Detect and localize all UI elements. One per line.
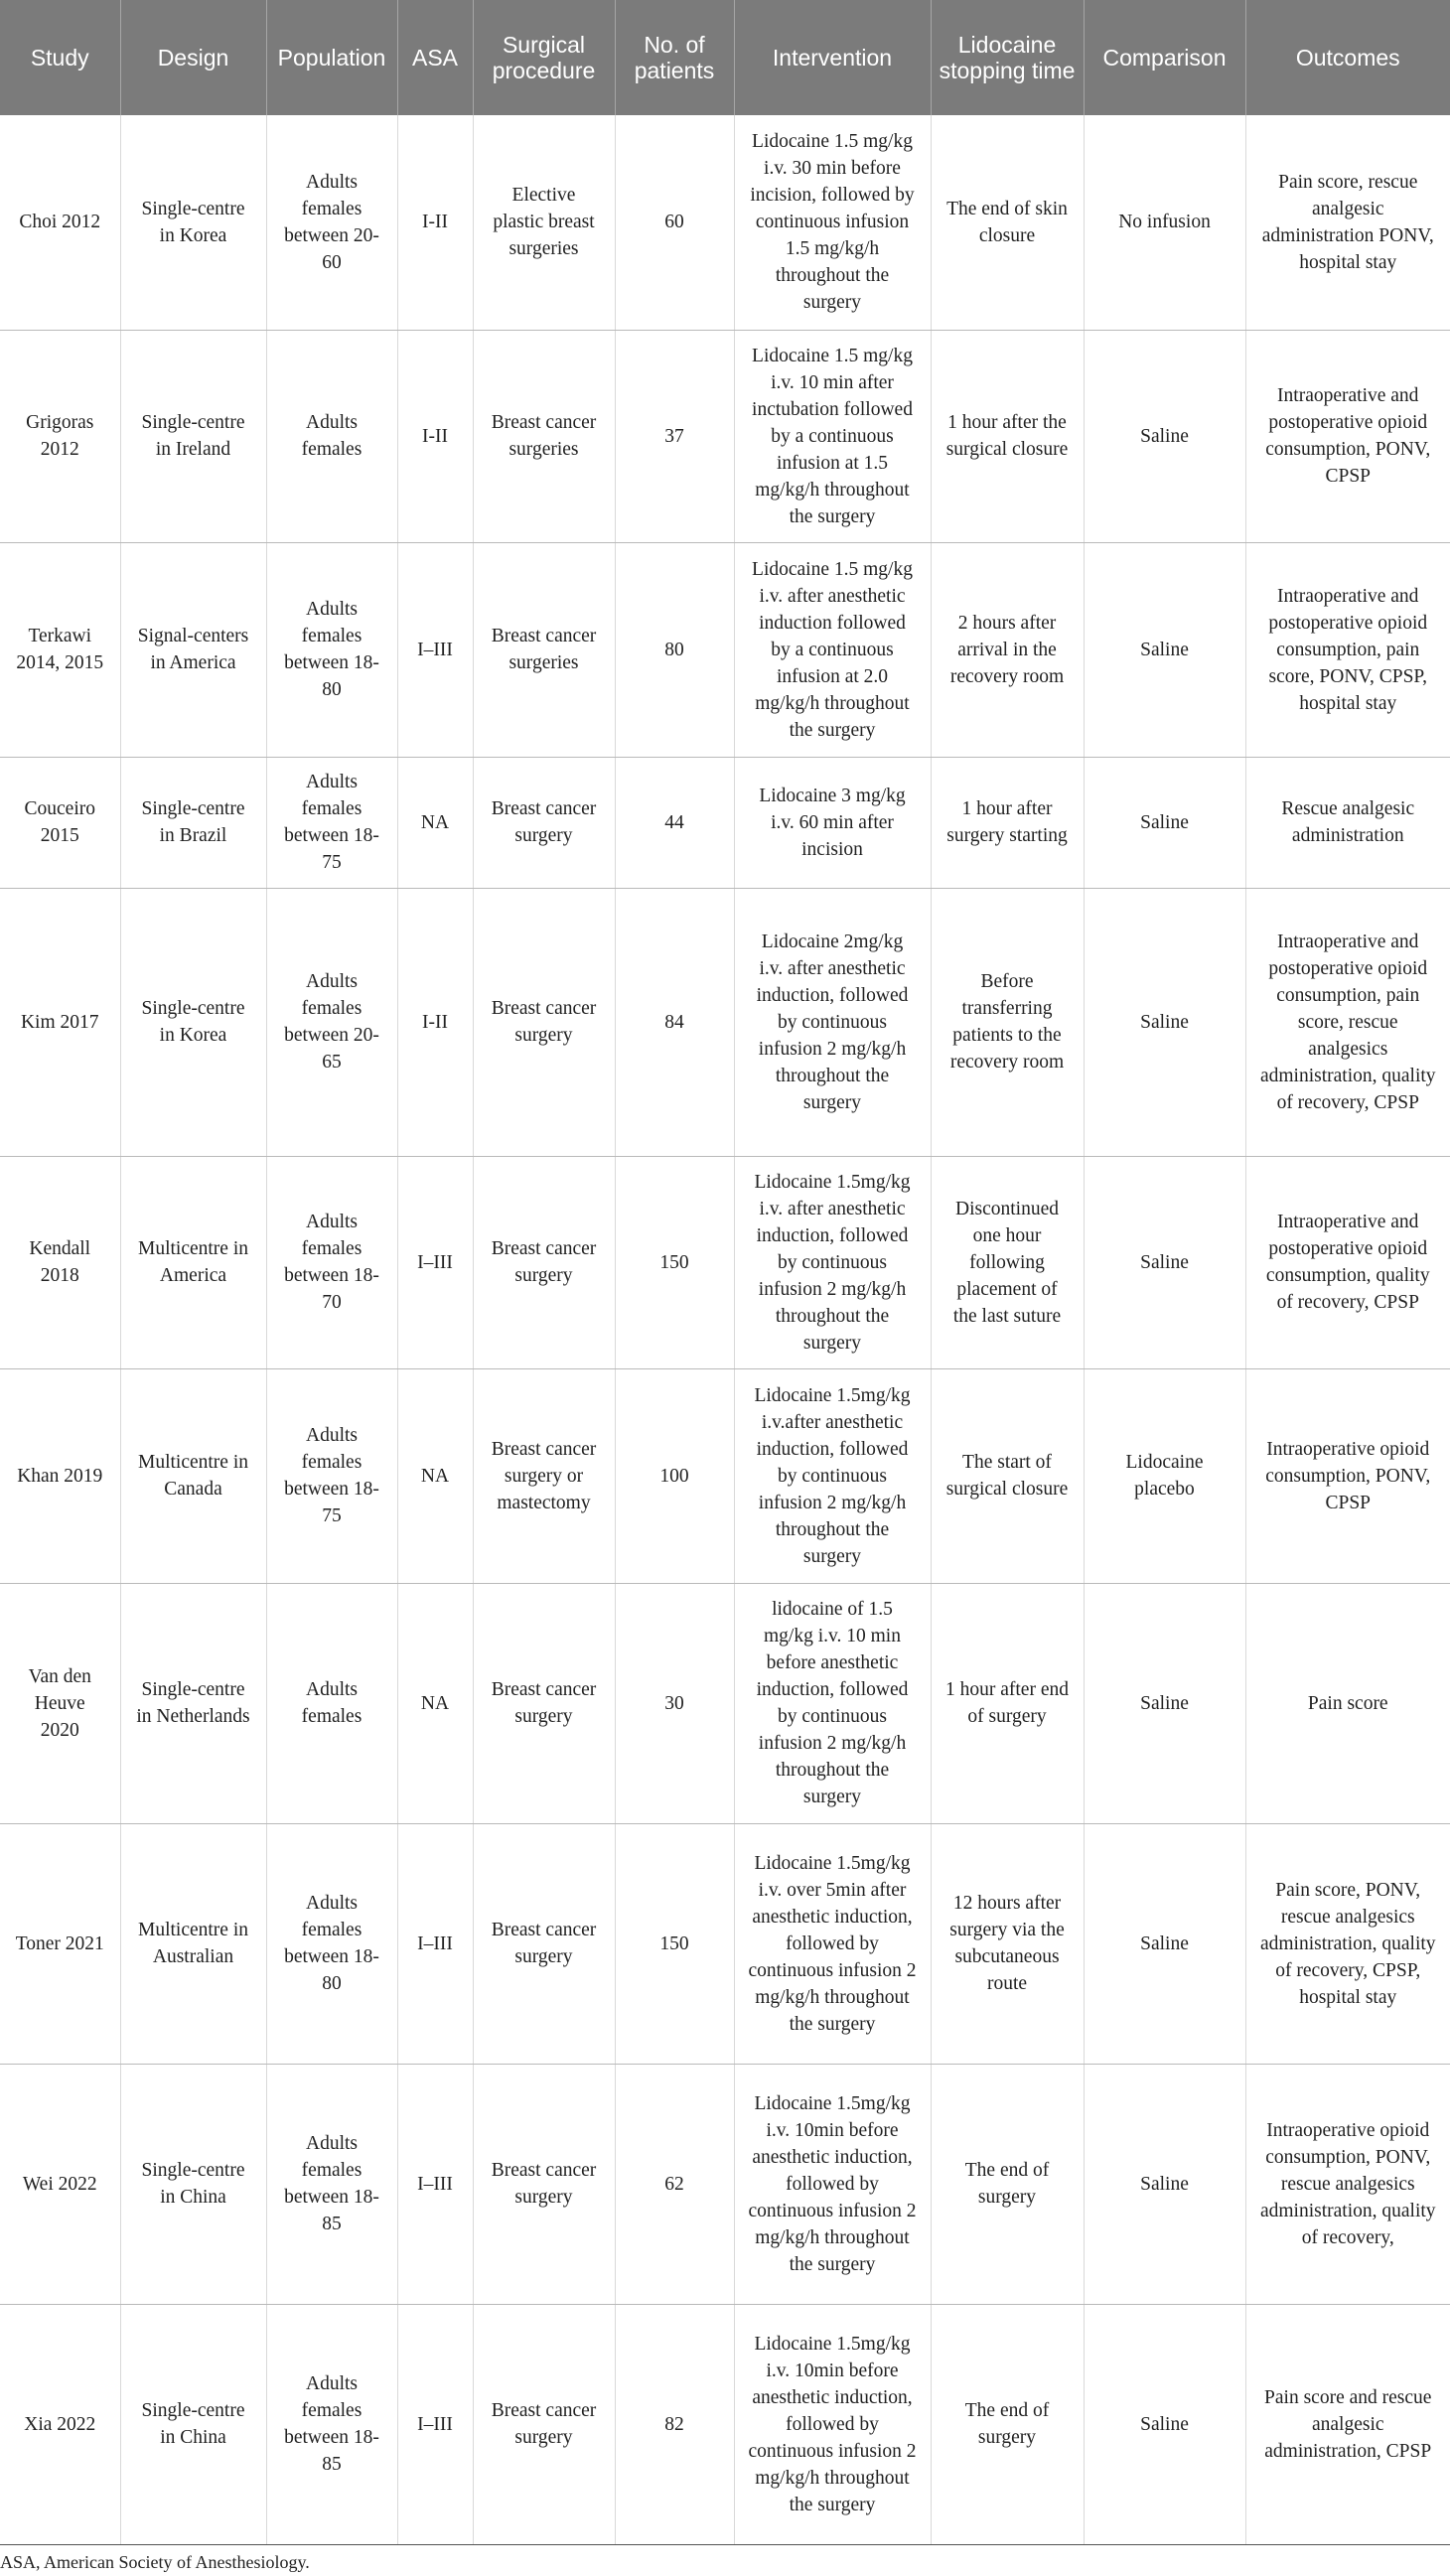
header-comparison: Comparison <box>1084 0 1245 115</box>
cell-outcomes: Intraoperative and postoperative opioid consumption, pain score, rescue analgesics administration, quality of recovery, CPSP <box>1245 888 1450 1156</box>
table-row <box>0 1583 1450 1823</box>
table-row <box>0 1823 1450 2064</box>
cell-patients: 62 <box>615 2064 734 2304</box>
cell-intervention: Lidocaine 1.5 mg/kg i.v. 30 min before incision, followed by continuous infusion 1.5 mg/kg/h throughout the surgery <box>734 115 931 330</box>
header-surgical-procedure: Surgical procedure <box>473 0 615 115</box>
cell-comparison: Saline <box>1084 1583 1245 1823</box>
cell-asa: I–III <box>397 1156 473 1368</box>
cell-patients: 150 <box>615 1823 734 2064</box>
table-footnote: ASA, American Society of Anesthesiology. <box>0 2552 310 2572</box>
cell-procedure: Breast cancer surgery or mastectomy <box>473 1368 615 1583</box>
cell-patients: 80 <box>615 542 734 757</box>
cell-outcomes: Intraoperative opioid consumption, PONV, rescue analgesics administration, quality of recovery, <box>1245 2064 1450 2304</box>
cell-outcomes: Rescue analgesic administration <box>1245 757 1450 888</box>
cell-intervention: Lidocaine 1.5 mg/kg i.v. after anesthetic induction followed by a continuous infusion at 2.0 mg/kg/h throughout the surgery <box>734 542 931 757</box>
header-outcomes: Outcomes <box>1245 0 1450 115</box>
cell-comparison: Saline <box>1084 888 1245 1156</box>
header-intervention: Intervention <box>734 0 931 115</box>
cell-outcomes: Pain score <box>1245 1583 1450 1823</box>
cell-population: Adults females between 18-80 <box>266 1823 397 2064</box>
cell-asa: I–III <box>397 2064 473 2304</box>
cell-design: Single-centre in Brazil <box>120 757 266 888</box>
cell-study: Couceiro 2015 <box>0 757 120 888</box>
cell-design: Single-centre in China <box>120 2304 266 2544</box>
cell-stopping-time: Discontinued one hour following placement of the last suture <box>931 1156 1084 1368</box>
cell-patients: 44 <box>615 757 734 888</box>
header-row <box>0 0 1450 115</box>
cell-population: Adults females <box>266 330 397 542</box>
header-design: Design <box>120 0 266 115</box>
cell-stopping-time: The end of surgery <box>931 2304 1084 2544</box>
cell-design: Signal-centers in America <box>120 542 266 757</box>
cell-comparison: Saline <box>1084 757 1245 888</box>
cell-procedure: Breast cancer surgery <box>473 2304 615 2544</box>
table-row <box>0 542 1450 757</box>
table-row <box>0 888 1450 1156</box>
cell-comparison: Saline <box>1084 542 1245 757</box>
header-no-of-patients: No. of patients <box>615 0 734 115</box>
cell-study: Kendall 2018 <box>0 1156 120 1368</box>
cell-asa: I–III <box>397 542 473 757</box>
header-asa: ASA <box>397 0 473 115</box>
table-row <box>0 1368 1450 1583</box>
cell-procedure: Elective plastic breast surgeries <box>473 115 615 330</box>
cell-stopping-time: 1 hour after end of surgery <box>931 1583 1084 1823</box>
cell-design: Multicentre in Canada <box>120 1368 266 1583</box>
header-study: Study <box>0 0 120 115</box>
cell-outcomes: Intraoperative and postoperative opioid consumption, quality of recovery, CPSP <box>1245 1156 1450 1368</box>
cell-asa: I-II <box>397 115 473 330</box>
cell-procedure: Breast cancer surgery <box>473 1156 615 1368</box>
cell-intervention: Lidocaine 1.5mg/kg i.v. 10min before anesthetic induction, followed by continuous infusion 2 mg/kg/h throughout the surgery <box>734 2064 931 2304</box>
cell-study: Wei 2022 <box>0 2064 120 2304</box>
cell-comparison: Lidocaine placebo <box>1084 1368 1245 1583</box>
cell-population: Adults females <box>266 1583 397 1823</box>
cell-patients: 84 <box>615 888 734 1156</box>
cell-procedure: Breast cancer surgery <box>473 1823 615 2064</box>
cell-outcomes: Intraoperative and postoperative opioid consumption, pain score, PONV, CPSP, hospital stay <box>1245 542 1450 757</box>
cell-comparison: Saline <box>1084 2304 1245 2544</box>
cell-patients: 100 <box>615 1368 734 1583</box>
cell-outcomes: Pain score, PONV, rescue analgesics administration, quality of recovery, CPSP, hospital stay <box>1245 1823 1450 2064</box>
cell-population: Adults females between 18-70 <box>266 1156 397 1368</box>
cell-design: Single-centre in Korea <box>120 115 266 330</box>
cell-outcomes: Intraoperative and postoperative opioid consumption, PONV, CPSP <box>1245 330 1450 542</box>
cell-intervention: Lidocaine 2mg/kg i.v. after anesthetic induction, followed by continuous infusion 2 mg/kg/h throughout the surgery <box>734 888 931 1156</box>
cell-asa: NA <box>397 1583 473 1823</box>
cell-intervention: Lidocaine 1.5mg/kg i.v.after anesthetic induction, followed by continuous infusion 2 mg/kg/h throughout the surgery <box>734 1368 931 1583</box>
cell-intervention: Lidocaine 3 mg/kg i.v. 60 min after incision <box>734 757 931 888</box>
cell-stopping-time: The end of skin closure <box>931 115 1084 330</box>
cell-study: Terkawi 2014, 2015 <box>0 542 120 757</box>
cell-procedure: Breast cancer surgery <box>473 888 615 1156</box>
table-row <box>0 115 1450 330</box>
table-row <box>0 2064 1450 2304</box>
cell-design: Single-centre in Korea <box>120 888 266 1156</box>
cell-study: Grigoras 2012 <box>0 330 120 542</box>
cell-study: Kim 2017 <box>0 888 120 1156</box>
cell-outcomes: Intraoperative opioid consumption, PONV, CPSP <box>1245 1368 1450 1583</box>
cell-design: Multicentre in Australian <box>120 1823 266 2064</box>
cell-patients: 30 <box>615 1583 734 1823</box>
header-population: Population <box>266 0 397 115</box>
cell-population: Adults females between 18-85 <box>266 2304 397 2544</box>
cell-design: Single-centre in China <box>120 2064 266 2304</box>
cell-population: Adults females between 18-85 <box>266 2064 397 2304</box>
cell-patients: 60 <box>615 115 734 330</box>
cell-patients: 82 <box>615 2304 734 2544</box>
cell-design: Single-centre in Ireland <box>120 330 266 542</box>
cell-stopping-time: 2 hours after arrival in the recovery room <box>931 542 1084 757</box>
cell-design: Multicentre in America <box>120 1156 266 1368</box>
cell-procedure: Breast cancer surgeries <box>473 330 615 542</box>
cell-procedure: Breast cancer surgery <box>473 757 615 888</box>
cell-population: Adults females between 18-75 <box>266 1368 397 1583</box>
cell-patients: 37 <box>615 330 734 542</box>
table-row <box>0 330 1450 542</box>
table-row <box>0 2304 1450 2544</box>
cell-stopping-time: The end of surgery <box>931 2064 1084 2304</box>
cell-study: Toner 2021 <box>0 1823 120 2064</box>
cell-procedure: Breast cancer surgery <box>473 1583 615 1823</box>
cell-intervention: Lidocaine 1.5mg/kg i.v. after anesthetic induction, followed by continuous infusion 2 mg/kg/h throughout the surgery <box>734 1156 931 1368</box>
cell-intervention: Lidocaine 1.5 mg/kg i.v. 10 min after inctubation followed by a continuous infusion at 1.5 mg/kg/h throughout the surgery <box>734 330 931 542</box>
header-lidocaine-stopping-time: Lidocaine stopping time <box>931 0 1084 115</box>
cell-stopping-time: 1 hour after the surgical closure <box>931 330 1084 542</box>
cell-patients: 150 <box>615 1156 734 1368</box>
cell-stopping-time: 12 hours after surgery via the subcutaneous route <box>931 1823 1084 2064</box>
cell-comparison: Saline <box>1084 1156 1245 1368</box>
table-row <box>0 1156 1450 1368</box>
cell-study: Choi 2012 <box>0 115 120 330</box>
cell-asa: NA <box>397 757 473 888</box>
cell-study: Xia 2022 <box>0 2304 120 2544</box>
cell-population: Adults females between 18-80 <box>266 542 397 757</box>
cell-asa: NA <box>397 1368 473 1583</box>
cell-stopping-time: The start of surgical closure <box>931 1368 1084 1583</box>
cell-intervention: Lidocaine 1.5mg/kg i.v. 10min before anesthetic induction, followed by continuous infusion 2 mg/kg/h throughout the surgery <box>734 2304 931 2544</box>
cell-stopping-time: Before transferring patients to the recovery room <box>931 888 1084 1156</box>
cell-comparison: Saline <box>1084 1823 1245 2064</box>
cell-comparison: Saline <box>1084 2064 1245 2304</box>
cell-outcomes: Pain score and rescue analgesic administration, CPSP <box>1245 2304 1450 2544</box>
cell-outcomes: Pain score, rescue analgesic administration PONV, hospital stay <box>1245 115 1450 330</box>
cell-stopping-time: 1 hour after surgery starting <box>931 757 1084 888</box>
cell-study: Van den Heuve 2020 <box>0 1583 120 1823</box>
cell-design: Single-centre in Netherlands <box>120 1583 266 1823</box>
cell-comparison: Saline <box>1084 330 1245 542</box>
cell-asa: I–III <box>397 1823 473 2064</box>
cell-population: Adults females between 20-65 <box>266 888 397 1156</box>
cell-comparison: No infusion <box>1084 115 1245 330</box>
cell-asa: I-II <box>397 888 473 1156</box>
cell-intervention: lidocaine of 1.5 mg/kg i.v. 10 min before anesthetic induction, followed by continuous infusion 2 mg/kg/h throughout the surgery <box>734 1583 931 1823</box>
cell-procedure: Breast cancer surgery <box>473 2064 615 2304</box>
cell-asa: I-II <box>397 330 473 542</box>
cell-asa: I–III <box>397 2304 473 2544</box>
cell-population: Adults females between 18-75 <box>266 757 397 888</box>
cell-population: Adults females between 20-60 <box>266 115 397 330</box>
table-row <box>0 757 1450 888</box>
cell-intervention: Lidocaine 1.5mg/kg i.v. over 5min after anesthetic induction, followed by continuous infusion 2 mg/kg/h throughout the surgery <box>734 1823 931 2064</box>
cell-study: Khan 2019 <box>0 1368 120 1583</box>
table-body <box>0 115 1450 2544</box>
cell-procedure: Breast cancer surgeries <box>473 542 615 757</box>
